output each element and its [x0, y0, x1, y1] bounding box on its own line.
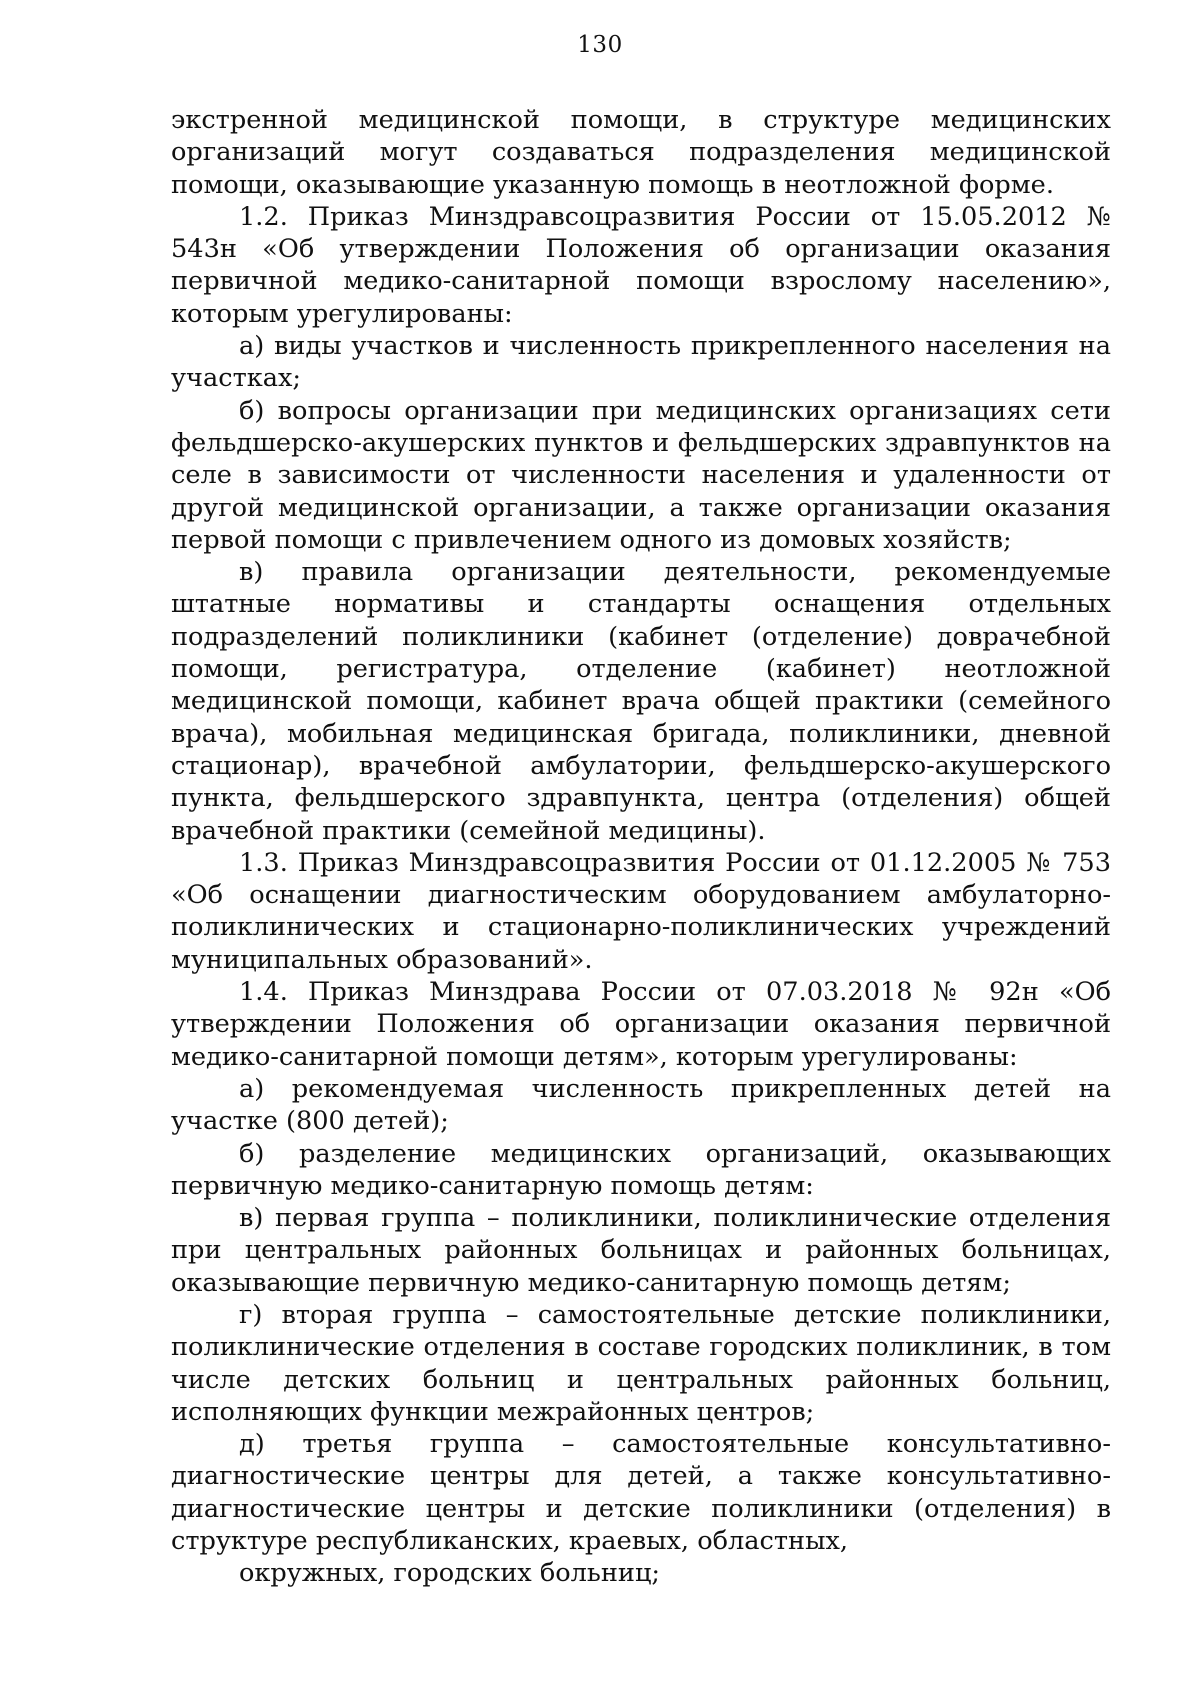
paragraph-item-b: б) вопросы организации при медицинских организациях сети фельдшерско-акушерских пунктов и фельдшерских здравпунктов на селе в зависимости от численности населения и удаленности от другой медицинской организации, а также организации оказания первой помощи с привлечением одного из домовых хозяйств; — [171, 395, 1111, 555]
paragraph-order-1-3: 1.3. Приказ Минздравсоцразвития России от 01.12.2005 № 753 «Об оснащении диагностическим оборудованием амбулаторно-поликлинических и стационарно-поликлинических учреждений муниципальных образований». — [171, 847, 1111, 975]
paragraph-continuation-end: окружных, городских больниц; — [239, 1558, 661, 1589]
paragraph-item-v: в) первая группа – поликлиники, поликлинические отделения при центральных районных больницах и районных больницах, оказывающие первичную медико-санитарную помощь детям; — [171, 1203, 1111, 1298]
paragraph-item-v: в) правила организации деятельности, рекомендуемые штатные нормативы и стандарты оснащения отдельных подразделений поликлиники (кабинет (отделение) доврачебной помощи, регистратура, отделение (кабинет) неотложной медицинской помощи, кабинет врача общей практики (семейного врача), мобильная медицинская бригада, поликлиники, дневной стационар), врачебной амбулатории, фельдшерско-акушерского пункта, фельдшерского здравпункта, центра (отделения) общей врачебной практики (семейной медицины). — [171, 557, 1111, 846]
paragraph-item-d: д) третья группа – самостоятельные консультативно-диагностические центры для детей, а также консультативно-диагностические центры и детские поликлиники (отделения) в структуре республиканских, краевых, областных, — [171, 1429, 1111, 1557]
paragraph-item-g: г) вторая группа – самостоятельные детские поликлиники, поликлинические отделения в составе городских поликлиник, в том числе детских больниц и центральных районных больниц, исполняющих функции межрайонных центров; — [171, 1299, 1111, 1427]
paragraph-item-a: а) виды участков и численность прикрепленного населения на участках; — [171, 331, 1111, 394]
paragraph-continuation: экстренной медицинской помощи, в структуре медицинских организаций могут создаваться подразделения медицинской помощи, оказывающие указанную помощь в неотложной форме. — [171, 105, 1111, 200]
paragraph-item-a: а) рекомендуемая численность прикрепленных детей на участке (800 детей); — [171, 1073, 1111, 1137]
page-number: 130 — [577, 32, 623, 58]
paragraph-order-1-4: 1.4. Приказ Минздрава России от 07.03.2018 № 92н «Об утверждении Положения об организации оказания первичной медико-санитарной помощи детям», которым урегулированы: — [171, 977, 1111, 1072]
paragraph-order-1-2: 1.2. Приказ Минздравсоцразвития России от 15.05.2012 № 543н «Об утверждении Положения об организации оказания первичной медико-санитарной помощи взрослому населению», которым урегулированы: — [171, 201, 1111, 329]
body-text — [171, 104, 1111, 1590]
paragraph-item-b: б) разделение медицинских организаций, оказывающих первичную медико-санитарную помощь детям: — [171, 1138, 1111, 1201]
